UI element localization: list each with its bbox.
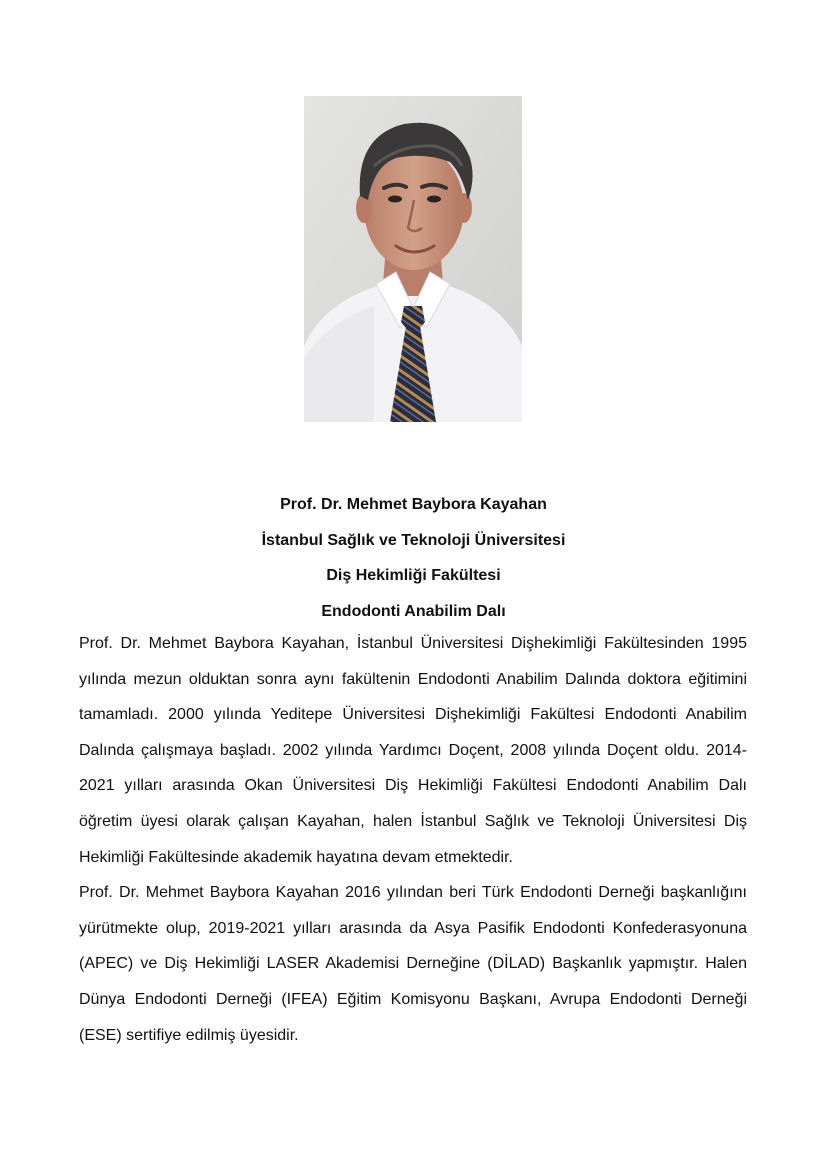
bio-paragraph-1: Prof. Dr. Mehmet Baybora Kayahan, İstanbul Üniversitesi Dişhekimliği Fakültesinden 1995 yılında mezun olduktan sonra aynı fakültenin Endodonti Anabilim Dalında doktora eğitimini tamamladı. 2000 yılında Yeditepe Üniversitesi Dişhekimliği Fakültesi Endodonti Anabilim Dalında çalışmaya başladı. 2002 yılında Yardımcı Doçent, 2008 yılında Doçent oldu. 2014-2021 yılları arasında Okan Üniversitesi Diş Hekimliği Fakültesi Endodonti Anabilim Dalı öğretim üyesi olarak çalışan Kayahan, halen İstanbul Sağlık ve Teknoloji Üniversitesi Diş Hekimliği Fakültesinde akademik hayatına devam etmektedir. bbox=[79, 635, 747, 866]
profile-heading bbox=[0, 487, 827, 629]
university-name: İstanbul Sağlık ve Teknoloji Üniversitesi bbox=[261, 531, 566, 549]
portrait-illustration bbox=[304, 96, 522, 422]
person-name: Prof. Dr. Mehmet Baybora Kayahan bbox=[280, 496, 547, 513]
faculty-name: Diş Hekimliği Fakültesi bbox=[326, 567, 501, 584]
biography bbox=[79, 626, 747, 1053]
bio-paragraph-2: Prof. Dr. Mehmet Baybora Kayahan 2016 yılından beri Türk Endodonti Derneği başkanlığını yürütmekte olup, 2019-2021 yılları arasında da Asya Pasifik Endodonti Konfederasyonuna (APEC) ve Diş Hekimliği LASER Akademisi Derneğine (DİLAD) Başkanlık yapmıştır. Halen Dünya Endodonti Derneği (IFEA) Eğitim Komisyonu Başkanı, Avrupa Endodonti Derneği (ESE) sertifiye edilmiş üyesidir. bbox=[79, 884, 747, 1044]
profile-photo bbox=[304, 96, 522, 422]
department-name: Endodonti Anabilim Dalı bbox=[321, 602, 506, 620]
